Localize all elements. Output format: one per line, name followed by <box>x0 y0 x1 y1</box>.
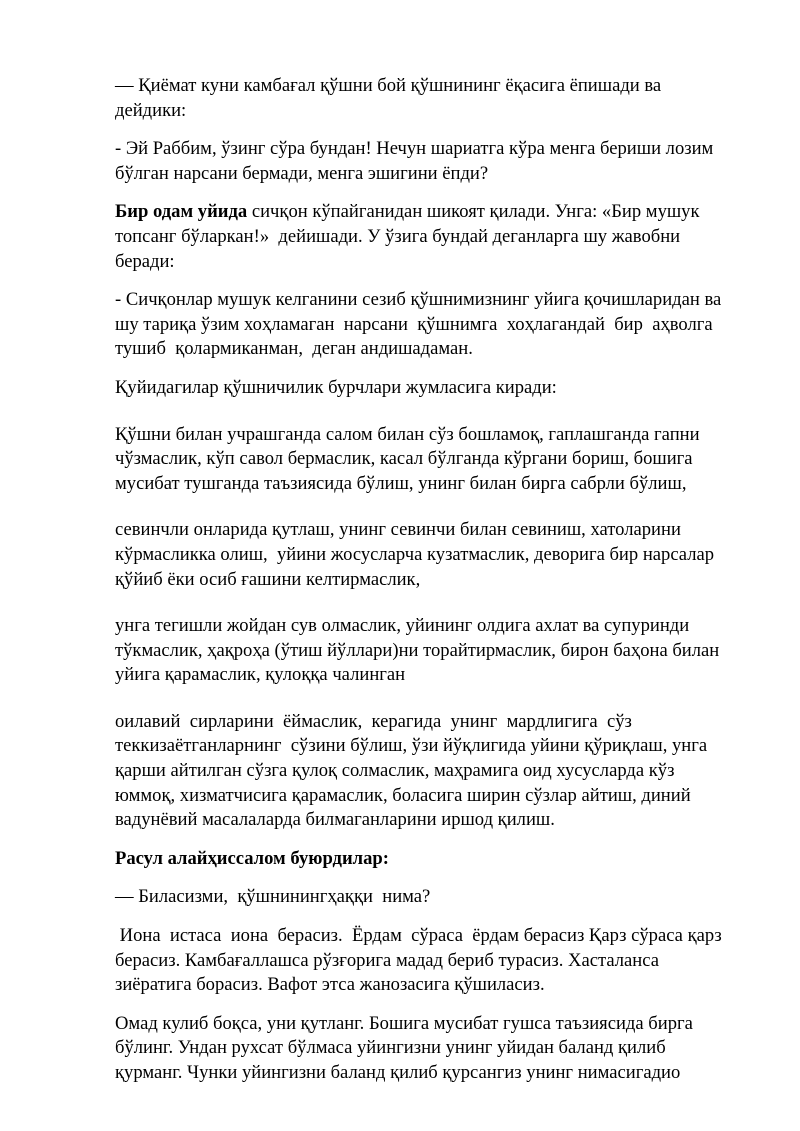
paragraph <box>115 423 724 497</box>
paragraph <box>115 74 724 123</box>
text-line <box>115 200 724 225</box>
paragraph <box>115 847 724 872</box>
text-line: - Сичқонлар мушук келганини сезиб қўшнимизнинг уйига қочишларидан ва <box>115 289 722 311</box>
text-line: қўйиб ёки осиб ғашини келтирмаслик, <box>115 568 421 590</box>
text-line: вадунёвий масалаларда билмаганларини иршод қилиш. <box>115 809 555 831</box>
text-line: Омад кулиб боқса, уни қутланг. Бошига мусибат гушса таъзиясида бирга <box>115 1012 693 1034</box>
paragraph <box>115 924 724 998</box>
text-line: оилавий сирларини ёймаслик, керагида унинг мардлигига сўз <box>115 710 632 732</box>
document-body <box>115 74 724 1086</box>
text-line: уйига қарамаслик, қулоққа чалинган <box>115 664 406 686</box>
paragraph <box>115 137 724 186</box>
paragraph <box>115 200 724 274</box>
text-line: Қуйидагилар қўшничилик бурчлари жумласига киради: <box>115 376 557 398</box>
text-line: бўлган нарсани бермади, менга эшигини ёпди? <box>115 162 489 184</box>
text-line: — Биласизми, қўшнинингҳаққи нима? <box>115 886 431 908</box>
text-line: тўкмаслик, ҳақроҳа (ўтиш йўллари)ни торайтирмаслик, бирон баҳона билан <box>115 639 720 661</box>
bold-lead: Бир одам уйида <box>115 201 248 223</box>
text-line: юммоқ, хизматчисига қарамаслик, боласига ширин сўзлар айтиш, диний <box>115 784 691 806</box>
text-line: унга тегишли жойдан сув олмаслик, уйининг олдига ахлат ва супуринди <box>115 615 690 637</box>
paragraph <box>115 710 724 833</box>
text-line: чўзмаслик, кўп савол бермаслик, касал бўлганда кўргани бориш, бошига <box>115 448 693 470</box>
text-line: қурманг. Чунки уйингизни баланд қилиб қурсангиз унинг нимасигадио <box>115 1062 681 1083</box>
text-line <box>115 847 724 872</box>
text-line: Иона истаса иона берасиз. Ёрдам сўраса ёрдам берасиз Қарз сўраса қарз <box>115 925 722 947</box>
paragraph <box>115 288 724 362</box>
text-line: тушиб қолармиканман, деган андишадаман. <box>115 338 473 360</box>
line-text: сичқон кўпайганидан шикоят қилади. Унга: «Бир мушук <box>247 201 700 223</box>
text-line: шу тариқа ўзим хоҳламаган нарсани қўшнимга хоҳлагандай бир аҳволга <box>115 313 713 335</box>
text-line: теккизаётганларнинг сўзини бўлиш, ўзи йўқлигида уйини қўриқлаш, унга <box>115 735 708 757</box>
text-line: — Қиёмат куни камбағал қўшни бой қўшнининг ёқасига ёпишади ва <box>115 75 662 96</box>
text-line: кўрмасликка олиш, уйини жосусларча кузатмаслик, деворига бир нарсалар <box>115 543 715 565</box>
text-line: беради: <box>115 250 175 272</box>
paragraph <box>115 376 724 401</box>
text-line: топсанг бўларкан!» дейишади. У ўзига бундай деганларга шу жавобни <box>115 225 681 247</box>
text-line: - Эй Раббим, ўзинг сўра бундан! Нечун шариатга кўра менга бериши лозим <box>115 138 714 160</box>
bold-lead: Расул алайҳиссалом буюрдилар: <box>115 847 389 869</box>
text-line: севинчли онларида қутлаш, унинг севинчи билан севиниш, хатоларини <box>115 519 681 541</box>
text-line: дейдики: <box>115 99 187 121</box>
paragraph <box>115 1012 724 1086</box>
text-line: бўлинг. Ундан рухсат бўлмаса уйингизни унинг уйидан баланд қилиб <box>115 1037 666 1059</box>
paragraph <box>115 614 724 688</box>
text-line: зиёратига борасиз. Вафот этса жанозасига қўшиласиз. <box>115 974 545 996</box>
text-line: берасиз. Камбағаллашса рўзғорига мадад бериб турасиз. Хасталанса <box>115 949 659 971</box>
paragraph <box>115 518 724 592</box>
text-line: Қўшни билан учрашганда салом билан сўз бошламоқ, гаплашганда гапни <box>115 423 700 445</box>
paragraph <box>115 885 724 910</box>
text-line: мусибат тушганда таъзиясида бўлиш, унинг билан бирга сабрли бўлиш, <box>115 472 687 494</box>
text-line: қарши айтилган сўзга қулоқ солмаслик, маҳрамига оид хусусларда кўз <box>115 760 675 782</box>
